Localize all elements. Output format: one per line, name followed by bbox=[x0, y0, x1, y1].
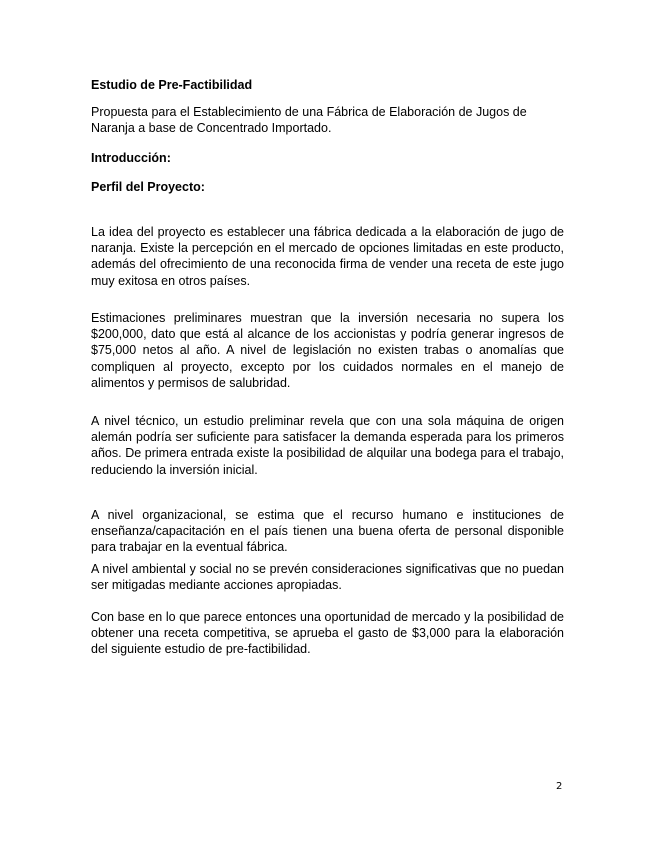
paragraph-environmental: A nivel ambiental y social no se prevén consideraciones significativas que no puedan ser mitigadas mediante acciones apropiadas. bbox=[91, 562, 564, 593]
paragraph-conclusion: Con base en lo que parece entonces una oportunidad de mercado y la posibilidad de obtener una receta competitiva, se aprueba el gasto de $3,000 para la elaboración del siguiente estudio de pre-factibilidad. bbox=[91, 610, 564, 657]
paragraph-estimates: Estimaciones preliminares muestran que la inversión necesaria no supera los $200,000, dato que está al alcance de los accionistas y podría generar ingresos de $75,000 netos al año. A nivel de legislación no existen trabas o anomalías que compliquen al proyecto, excepto por los cuidados normales en el manejo de alimentos y permisos de salubridad. bbox=[91, 311, 564, 390]
page-number: 2 bbox=[556, 781, 563, 792]
paragraph-project-idea: La idea del proyecto es establecer una fábrica dedicada a la elaboración de jugo de naranja. Existe la percepción en el mercado de opciones limitadas en este producto, además del ofrecimiento de una reconocida firma de vender una receta de este jugo muy exitosa en otros países. bbox=[91, 225, 564, 288]
heading-introduction: Introducción: bbox=[91, 151, 171, 165]
document-title: Estudio de Pre-Factibilidad bbox=[91, 78, 253, 92]
paragraph-technical: A nivel técnico, un estudio preliminar revela que con una sola máquina de origen alemán podría ser suficiente para satisfacer la demanda esperada para los primeros años. De primera entrada existe la posibilidad de alquilar una bodega para el trabajo, reduciendo la inversión inicial. bbox=[91, 414, 564, 477]
heading-project-profile: Perfil del Proyecto: bbox=[91, 180, 205, 194]
paragraph-organizational: A nivel organizacional, se estima que el recurso humano e instituciones de enseñanza/capacitación en el país tienen una buena oferta de personal disponible para trabajar en la eventual fábrica. bbox=[91, 508, 564, 555]
document-subtitle: Propuesta para el Establecimiento de una Fábrica de Elaboración de Jugos de Naranja a base de Concentrado Importado. bbox=[91, 105, 527, 135]
